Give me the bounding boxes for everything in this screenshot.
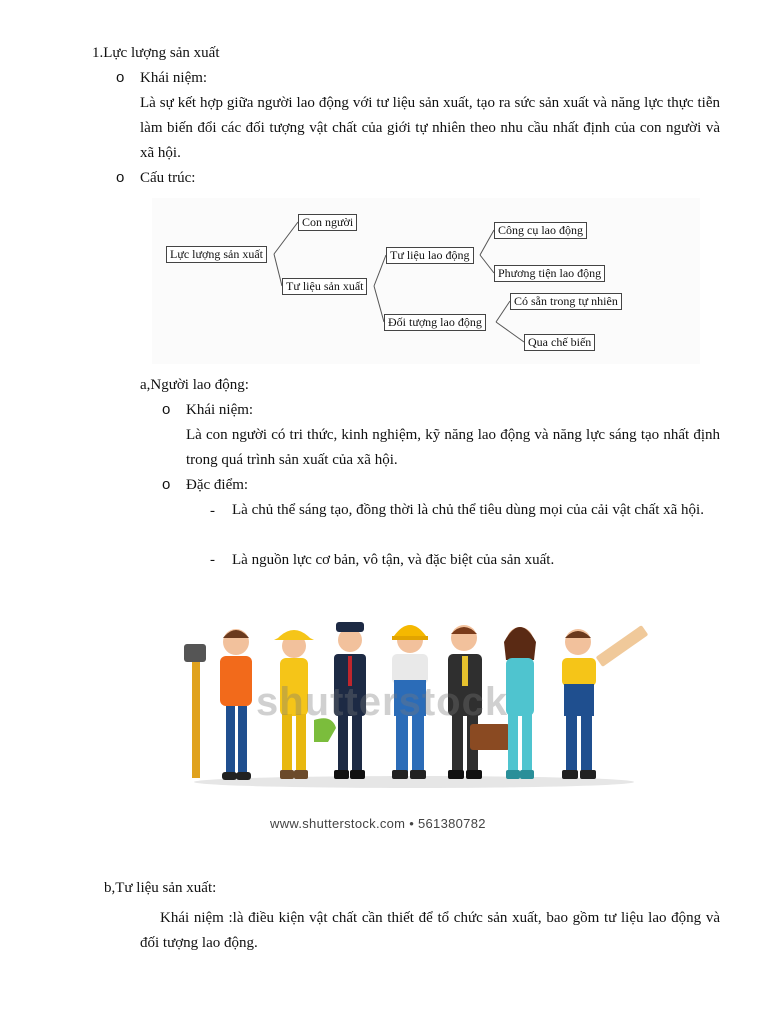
feature-item-2: Là nguồn lực cơ bản, vô tận, và đặc biệt của sản xuất. [232, 552, 555, 568]
diagram-connectors [152, 198, 700, 364]
feature-item-1: Là chủ thể sáng tạo, đồng thời là chủ thể tiêu dùng mọi của cải vật chất xã hội. [232, 502, 704, 518]
image-caption: www.shutterstock.com • 561380782 [270, 816, 486, 831]
dash-marker: - [210, 503, 215, 519]
bullet-marker: o [162, 401, 171, 418]
diagram-node-vehicles: Phương tiện lao động [494, 265, 605, 282]
diagram-node-labor-objects: Đối tượng lao động [384, 314, 486, 331]
bullet-marker: o [116, 169, 125, 186]
concept-label: Khái niệm: [186, 402, 254, 418]
diagram-node-means: Tư liệu sản xuất [282, 278, 367, 295]
concept-text: Khái niệm :là điều kiện vật chất cần thiết để tổ chức sản xuất, bao gồm tư liệu lao động và đối tượng lao động. [140, 910, 720, 951]
workers-illustration [174, 600, 654, 840]
bullet-marker: o [116, 69, 125, 86]
diagram-node-natural: Có sẵn trong tự nhiên [510, 293, 622, 310]
diagram-node-root: Lực lượng sản xuất [166, 246, 267, 263]
subsection-heading: a,Người lao động: [140, 377, 249, 393]
bullet-marker: o [162, 476, 171, 493]
diagram-node-labor-tools: Tư liệu lao động [386, 247, 474, 264]
concept-text: Là sự kết hợp giữa người lao động với tư liệu sản xuất, tạo ra sức sản xuất và năng lực thực tiễn làm biến đổi các đối tượng vật chất của giới tự nhiên theo nhu cầu nhất định của con người và xã hội. [140, 95, 720, 161]
concept-label: Khái niệm: [140, 70, 208, 86]
diagram-node-human: Con người [298, 214, 357, 231]
concept-text: Là con người có tri thức, kinh nghiệm, kỹ năng lao động và năng lực sáng tạo nhất định trong quá trình sản xuất của xã hội. [186, 427, 720, 468]
diagram-node-tools: Công cụ lao động [494, 222, 587, 239]
section-heading: 1.Lực lượng sản xuất [92, 45, 220, 61]
diagram-node-processed: Qua chế biến [524, 334, 595, 351]
image-watermark: shutterstock [256, 680, 509, 724]
structure-diagram [152, 198, 700, 364]
features-label: Đặc điểm: [186, 477, 249, 493]
structure-label: Cấu trúc: [140, 170, 196, 186]
subsection-heading: b,Tư liệu sản xuất: [104, 880, 217, 896]
dash-marker: - [210, 552, 215, 568]
